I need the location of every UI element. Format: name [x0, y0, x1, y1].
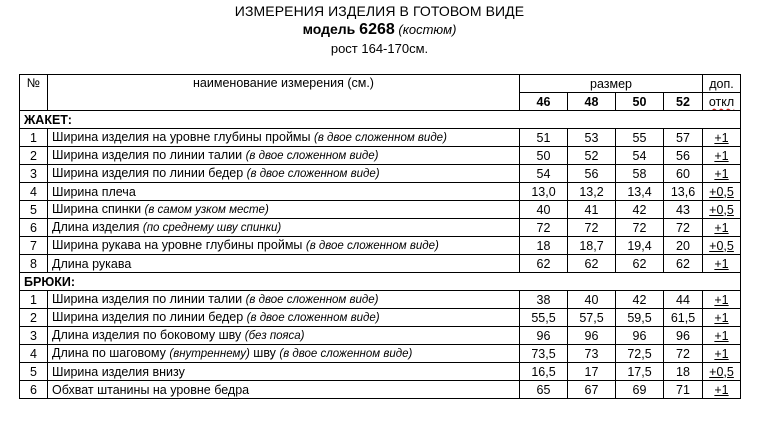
value-size-52: 18 [664, 363, 703, 381]
measurement-name [48, 237, 520, 255]
value-size-50: 96 [616, 327, 664, 345]
measurement-label: шву [249, 346, 280, 360]
measurement-name [48, 381, 520, 399]
section-title: БРЮКИ: [20, 273, 741, 291]
value-size-52: 96 [664, 327, 703, 345]
value-size-48: 96 [568, 327, 616, 345]
measurement-name [48, 255, 520, 273]
tolerance-cell [703, 327, 741, 345]
value-size-52: 72 [664, 345, 703, 363]
tolerance-cell [703, 129, 741, 147]
section-title: ЖАКЕТ: [20, 111, 741, 129]
tolerance-cell [703, 291, 741, 309]
value-size-48: 73 [568, 345, 616, 363]
row-number: 1 [20, 291, 48, 309]
table-row [20, 327, 741, 345]
value-size-52: 57 [664, 129, 703, 147]
tolerance-value: +1 [714, 166, 729, 181]
row-number: 6 [20, 381, 48, 399]
header-size: размер [520, 75, 703, 93]
tolerance-value: +0,5 [709, 202, 734, 217]
value-size-52: 62 [664, 255, 703, 273]
value-size-50: 19,4 [616, 237, 664, 255]
measurement-hint: (в двое сложенном виде) [279, 348, 413, 360]
row-number: 4 [20, 345, 48, 363]
tolerance-cell [703, 381, 741, 399]
tolerance-cell [703, 201, 741, 219]
value-size-48: 56 [568, 165, 616, 183]
table-header-row [20, 75, 741, 93]
model-line [0, 21, 759, 39]
measurement-name [48, 309, 520, 327]
value-size-52: 71 [664, 381, 703, 399]
measurement-label: Длина изделия по боковому шву [52, 328, 245, 342]
row-number: 4 [20, 183, 48, 201]
value-size-46: 54 [520, 165, 568, 183]
tolerance-cell [703, 147, 741, 165]
measurement-name [48, 183, 520, 201]
tolerance-value: +1 [714, 310, 729, 325]
measurement-label: Ширина изделия внизу [52, 364, 185, 379]
value-size-48: 62 [568, 255, 616, 273]
value-size-50: 17,5 [616, 363, 664, 381]
value-size-46: 40 [520, 201, 568, 219]
value-size-48: 40 [568, 291, 616, 309]
measurement-label: Длина изделия [52, 220, 143, 234]
measurement-label: Обхват штанины на уровне бедра [52, 382, 250, 397]
row-number: 2 [20, 147, 48, 165]
row-number: 5 [20, 363, 48, 381]
table-row [20, 309, 741, 327]
tolerance-cell [703, 183, 741, 201]
measurement-hint: (в двое сложенном виде) [246, 168, 380, 180]
table-row [20, 165, 741, 183]
model-kind: (костюм) [394, 22, 457, 37]
measurement-name [48, 345, 520, 363]
table-row [20, 363, 741, 381]
value-size-46: 72 [520, 219, 568, 237]
value-size-48: 17 [568, 363, 616, 381]
document-title: ИЗМЕРЕНИЯ ИЗДЕЛИЯ В ГОТОВОМ ВИДЕ [234, 3, 525, 19]
value-size-52: 60 [664, 165, 703, 183]
measurement-name [48, 327, 520, 345]
measurement-hint: (без пояса) [244, 330, 305, 342]
measurement-label: Ширина изделия по линии бедер [52, 166, 247, 180]
row-number: 2 [20, 309, 48, 327]
value-size-52: 72 [664, 219, 703, 237]
value-size-46: 38 [520, 291, 568, 309]
value-size-50: 69 [616, 381, 664, 399]
measurement-name [48, 129, 520, 147]
measurement-hint: (в двое сложенном виде) [246, 312, 380, 324]
value-size-52: 43 [664, 201, 703, 219]
measurement-label: Ширина спинки [52, 202, 145, 216]
measurement-label: Ширина плеча [52, 184, 136, 199]
row-number: 3 [20, 327, 48, 345]
tolerance-abbrev: откл [708, 94, 735, 109]
measurement-hint: (в двое сложенном виде) [245, 150, 379, 162]
row-number: 1 [20, 129, 48, 147]
measurement-hint: (в самом узком месте) [144, 204, 269, 216]
header-num: № [20, 75, 48, 111]
value-size-50: 72,5 [616, 345, 664, 363]
value-size-48: 41 [568, 201, 616, 219]
measurement-hint: (по среднему шву спинки) [142, 222, 282, 234]
measurement-label: Ширина рукава на уровне глубины проймы [52, 238, 306, 252]
tolerance-value: +0,5 [709, 238, 734, 253]
tolerance-cell [703, 363, 741, 381]
header-name: наименование измерения (см.) [48, 75, 520, 111]
height-range: рост 164-170см. [330, 41, 429, 56]
tolerance-value: +1 [714, 220, 729, 235]
header-tolerance-1: доп. [703, 75, 741, 93]
value-size-50: 58 [616, 165, 664, 183]
measurement-label: Длина рукава [52, 256, 132, 271]
measurement-name [48, 201, 520, 219]
value-size-52: 44 [664, 291, 703, 309]
value-size-50: 55 [616, 129, 664, 147]
table-row [20, 255, 741, 273]
table-row [20, 219, 741, 237]
tolerance-value: +1 [714, 328, 729, 343]
value-size-46: 65 [520, 381, 568, 399]
tolerance-value: +1 [714, 148, 729, 163]
table-row [20, 381, 741, 399]
measurement-name [48, 219, 520, 237]
tolerance-value: +0,5 [709, 364, 734, 379]
value-size-52: 61,5 [664, 309, 703, 327]
table-row [20, 147, 741, 165]
value-size-50: 72 [616, 219, 664, 237]
value-size-48: 53 [568, 129, 616, 147]
section-row [20, 111, 741, 129]
tolerance-cell [703, 219, 741, 237]
measurement-label: Ширина изделия на уровне глубины проймы [52, 130, 314, 144]
tolerance-value: +1 [714, 292, 729, 307]
value-size-52: 20 [664, 237, 703, 255]
value-size-50: 62 [616, 255, 664, 273]
tolerance-value: +1 [714, 256, 729, 271]
measurement-hint: (в двое сложенном виде) [245, 294, 379, 306]
value-size-50: 13,4 [616, 183, 664, 201]
table-row [20, 345, 741, 363]
value-size-50: 42 [616, 201, 664, 219]
model-number: 6268 [359, 21, 395, 38]
value-size-50: 59,5 [616, 309, 664, 327]
tolerance-value: +1 [714, 382, 729, 397]
value-size-52: 13,6 [664, 183, 703, 201]
size-48: 48 [568, 93, 616, 111]
measurement-label: Длина по шаговому [52, 346, 170, 360]
measurement-name [48, 363, 520, 381]
table-row [20, 237, 741, 255]
value-size-50: 54 [616, 147, 664, 165]
section-row [20, 273, 741, 291]
tolerance-value: +1 [714, 346, 729, 361]
row-number: 8 [20, 255, 48, 273]
tolerance-cell [703, 165, 741, 183]
table-row [20, 183, 741, 201]
size-50: 50 [616, 93, 664, 111]
table-row [20, 291, 741, 309]
value-size-48: 72 [568, 219, 616, 237]
value-size-48: 18,7 [568, 237, 616, 255]
model-prefix: модель [302, 21, 360, 37]
value-size-50: 42 [616, 291, 664, 309]
header-tolerance-2 [703, 93, 741, 111]
tolerance-cell [703, 237, 741, 255]
value-size-48: 67 [568, 381, 616, 399]
measurement-label: Ширина изделия по линии талии [52, 148, 246, 162]
value-size-46: 51 [520, 129, 568, 147]
value-size-48: 13,2 [568, 183, 616, 201]
measurement-label: Ширина изделия по линии бедер [52, 310, 247, 324]
tolerance-cell [703, 345, 741, 363]
row-number: 3 [20, 165, 48, 183]
value-size-46: 96 [520, 327, 568, 345]
measurement-name [48, 165, 520, 183]
tolerance-value: +0,5 [709, 184, 734, 199]
measurement-hint: (в двое сложенном виде) [305, 240, 439, 252]
value-size-52: 56 [664, 147, 703, 165]
value-size-46: 13,0 [520, 183, 568, 201]
table-row [20, 201, 741, 219]
measurement-label: Ширина изделия по линии талии [52, 292, 246, 306]
measurement-name [48, 147, 520, 165]
table-row [20, 129, 741, 147]
value-size-46: 16,5 [520, 363, 568, 381]
value-size-48: 57,5 [568, 309, 616, 327]
value-size-46: 50 [520, 147, 568, 165]
measurements-table [19, 74, 741, 399]
row-number: 7 [20, 237, 48, 255]
row-number: 6 [20, 219, 48, 237]
tolerance-cell [703, 309, 741, 327]
value-size-46: 55,5 [520, 309, 568, 327]
measurement-hint: (в двое сложенном виде) [313, 132, 447, 144]
size-46: 46 [520, 93, 568, 111]
measurement-name [48, 291, 520, 309]
value-size-48: 52 [568, 147, 616, 165]
tolerance-value: +1 [714, 130, 729, 145]
size-52: 52 [664, 93, 703, 111]
tolerance-cell [703, 255, 741, 273]
value-size-46: 73,5 [520, 345, 568, 363]
value-size-46: 18 [520, 237, 568, 255]
row-number: 5 [20, 201, 48, 219]
measurement-hint: (внутреннему) [169, 348, 250, 360]
value-size-46: 62 [520, 255, 568, 273]
